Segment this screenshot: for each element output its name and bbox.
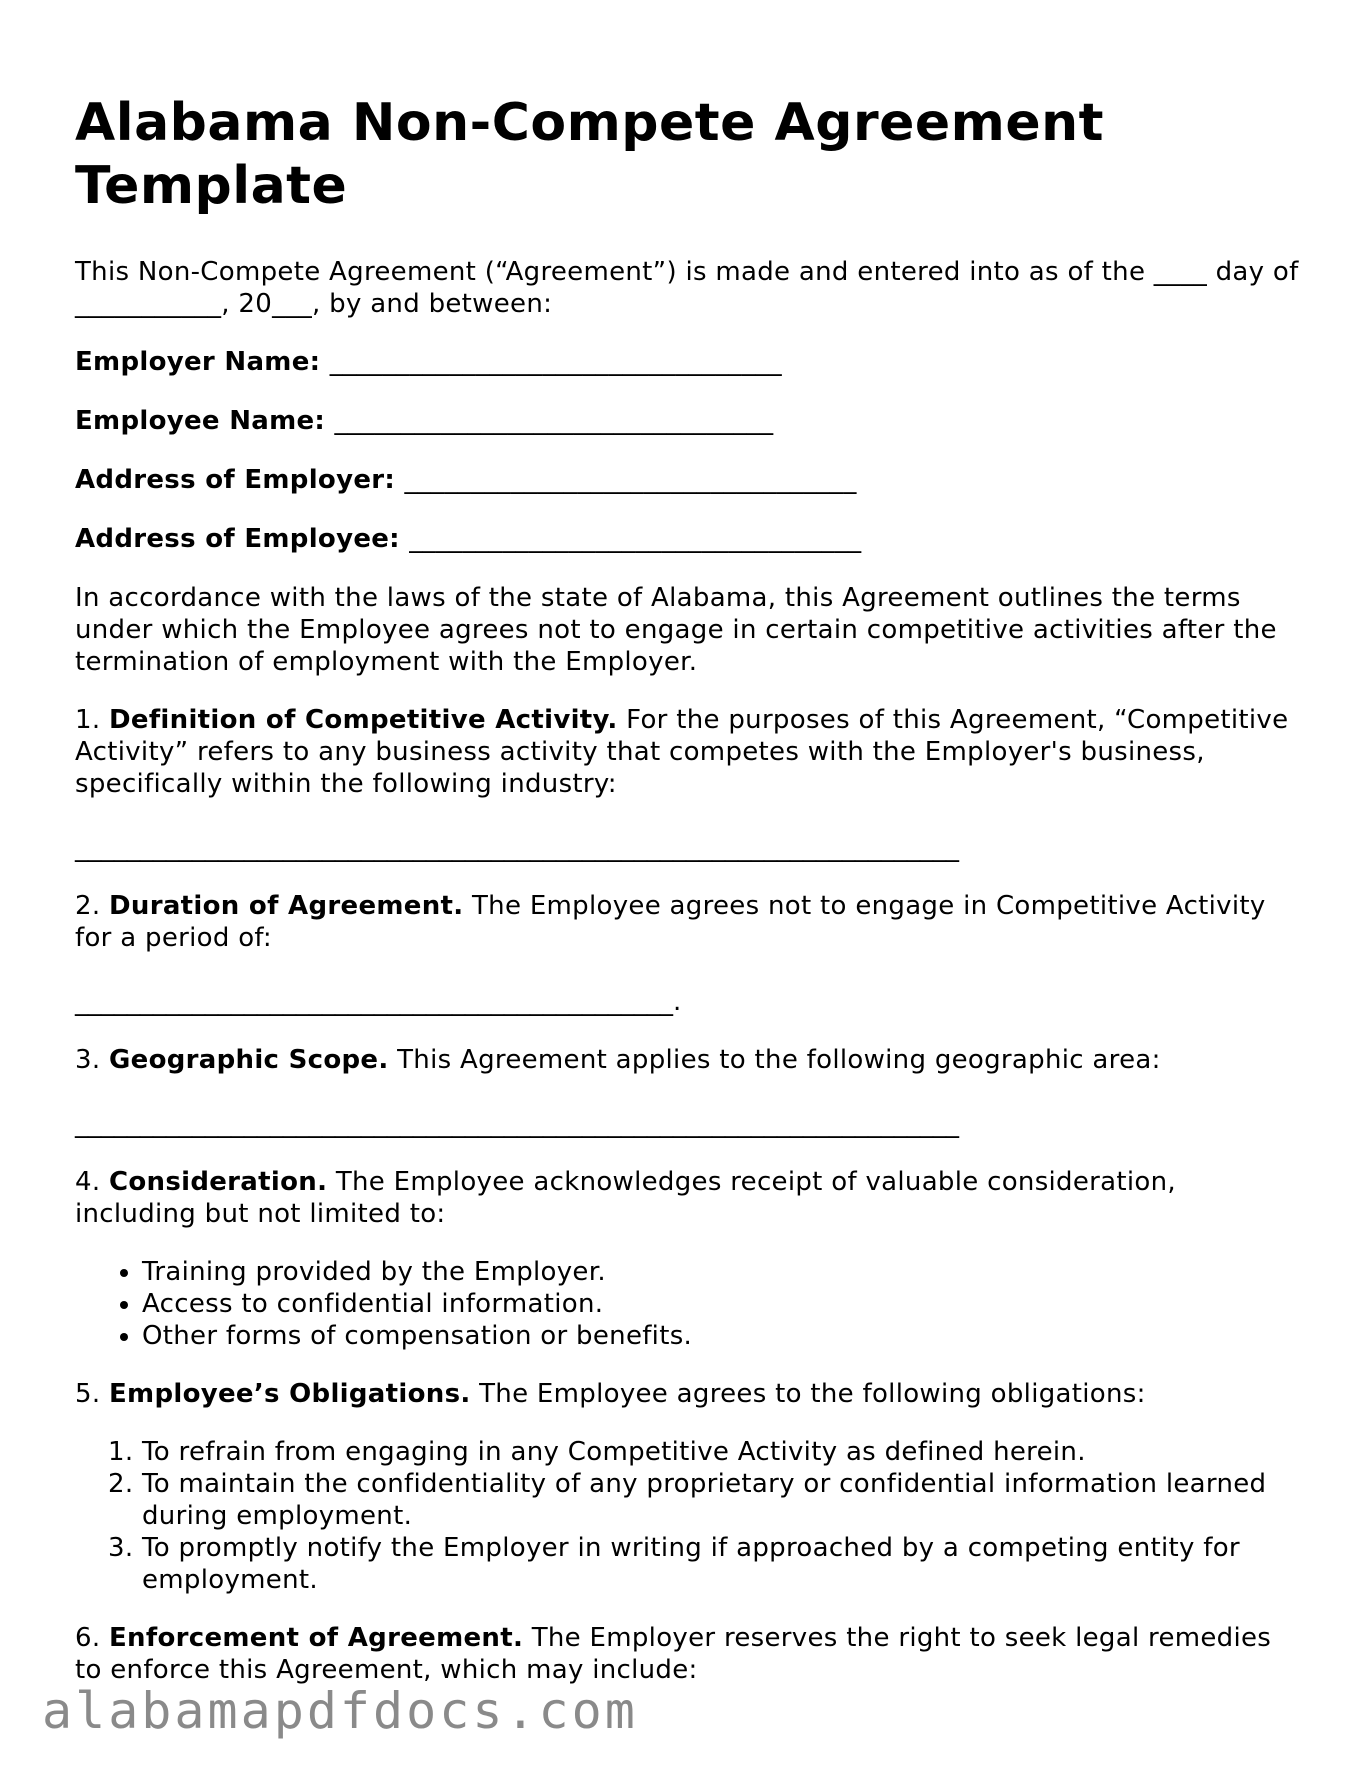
consideration-list (75, 1256, 1305, 1352)
employer-name-label: Employer Name: (75, 347, 321, 377)
employer-name-blank: __________________________________ (329, 347, 782, 377)
document-page (75, 92, 1305, 1712)
list-item: 2. To maintain the confidentiality of any proprietary or confidential information learned during employment. (142, 1468, 1305, 1532)
list-item: • Access to confidential information. (142, 1288, 1305, 1320)
employee-name-label: Employee Name: (75, 406, 326, 436)
employee-address-blank: __________________________________ (409, 524, 862, 554)
employee-address-label: Address of Employee: (75, 524, 400, 554)
document-title: Alabama Non-Compete Agreement Template (75, 93, 1104, 216)
section-2-title: Duration of Agreement. (109, 891, 464, 921)
section-2-blank: ______________________________________________. (75, 987, 682, 1017)
section-2-number: 2. (75, 891, 101, 921)
section-1-number: 1. (75, 705, 101, 735)
obligations-list (75, 1436, 1305, 1596)
employee-name-field (75, 405, 1305, 437)
section-5-number: 5. (75, 1379, 101, 1409)
section-6-number: 6. (75, 1623, 101, 1653)
employer-address-field (75, 464, 1305, 496)
section-3-text: This Agreement applies to the following geographic area: (397, 1045, 1161, 1075)
section-2 (75, 890, 1305, 954)
employer-address-blank: __________________________________ (404, 465, 857, 495)
section-1-text: For the purposes of this Agreement, “Competitive Activity” refers to any business activity that competes with the Employer's business, specifically within the following industry: (75, 705, 1289, 799)
site-watermark: alabamapdfdocs.com (42, 1682, 638, 1740)
section-5-title: Employee’s Obligations. (109, 1379, 471, 1409)
section-4-number: 4. (75, 1167, 101, 1197)
section-3-number: 3. (75, 1045, 101, 1075)
section-1 (75, 704, 1305, 800)
section-3-blank: ____________________________________________________________________ (75, 1109, 959, 1139)
section-1-title: Definition of Competitive Activity. (109, 705, 618, 735)
section-4-text: The Employee acknowledges receipt of valuable consideration, including but not limited to: (75, 1167, 1176, 1229)
section-1-blank: ____________________________________________________________________ (75, 833, 959, 863)
section-6-text: The Employer reserves the right to seek legal remedies to enforce this Agreement, which may include: (75, 1623, 1272, 1685)
section-5 (75, 1378, 1305, 1410)
list-item: 1. To refrain from engaging in any Competitive Activity as defined herein. (142, 1436, 1305, 1468)
section-6-title: Enforcement of Agreement. (109, 1623, 524, 1653)
section-6 (75, 1622, 1305, 1686)
employee-name-blank: _________________________________ (334, 406, 774, 436)
section-3 (75, 1044, 1305, 1076)
employer-name-field (75, 346, 1305, 378)
list-item: 3. To promptly notify the Employer in writing if approached by a competing entity for employment. (142, 1532, 1305, 1596)
preamble-paragraph: In accordance with the laws of the state of Alabama, this Agreement outlines the terms under which the Employee agrees not to engage in certain competitive activities after the termination of employment with the Employer. (75, 583, 1277, 677)
section-4-title: Consideration. (109, 1167, 328, 1197)
intro-paragraph: This Non-Compete Agreement (“Agreement”) is made and entered into as of the ____ day of ___________, 20___, by and between: (75, 257, 1299, 319)
list-item: • Other forms of compensation or benefits. (142, 1320, 1305, 1352)
employer-address-label: Address of Employer: (75, 465, 396, 495)
section-2-text: The Employee agrees not to engage in Competitive Activity for a period of: (75, 891, 1266, 953)
section-5-text: The Employee agrees to the following obligations: (479, 1379, 1146, 1409)
employee-address-field (75, 523, 1305, 555)
list-item: • Training provided by the Employer. (142, 1256, 1305, 1288)
section-3-title: Geographic Scope. (109, 1045, 389, 1075)
section-4 (75, 1166, 1305, 1230)
